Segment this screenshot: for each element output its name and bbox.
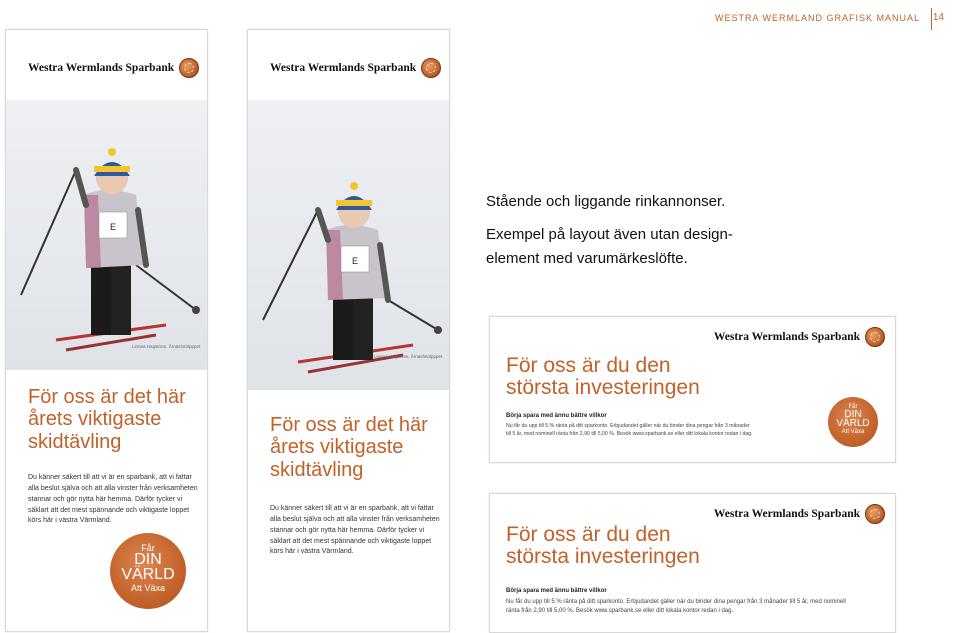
body-line-5: körs här i västra Värmland.	[270, 548, 354, 556]
ad-subheading: Börja spara med ännu bättre villkor	[506, 588, 607, 594]
logo-text: Westra Wermlands Sparbank	[713, 331, 860, 343]
brand-promise-emblem	[110, 533, 186, 609]
seal-icon	[179, 58, 199, 78]
body-line-3: stannar och gör nytta här hemma. Därför tycker vi	[28, 495, 183, 503]
emblem-line-3: VÄRLD	[121, 566, 175, 583]
svg-text:E: E	[351, 256, 359, 266]
emblem-line-4: Att Växa	[841, 429, 865, 435]
body-line-2: ränta från 2,90 till 5,00 %. Besök www.sparbank.se eller ditt lokala kontor redan i dag.	[506, 608, 734, 614]
header-divider	[931, 8, 932, 30]
headline-line-1: För oss är du den	[506, 523, 671, 546]
description-line-3: element med varumärkeslöfte.	[486, 249, 688, 267]
headline-line-3: skidtävling	[270, 458, 364, 481]
emblem-line-4: Att Växa	[130, 583, 166, 593]
headline-line-3: skidtävling	[28, 430, 122, 453]
manual-title: WESTRA WERMLAND GRAFISK MANUAL	[714, 13, 920, 23]
body-line-1: Du känner säkert till att vi är en sparbank, att vi fattar	[28, 474, 192, 481]
body-line-3: stannar och gör nytta här hemma. Därför tycker vi	[270, 526, 425, 534]
ad-subheading: Börja spara med ännu bättre villkor	[506, 413, 607, 419]
page-number: 14	[932, 12, 944, 23]
description-line-1: Stående och liggande rinkannonser.	[486, 193, 726, 210]
headline-line-2: årets viktigaste	[270, 436, 404, 459]
headline-line-1: För oss är det här	[270, 414, 428, 436]
body-line-1: Du känner säkert till att vi är en sparbank, att vi fattar	[270, 505, 434, 512]
skier-photo	[248, 100, 450, 390]
brand-logo	[270, 58, 441, 78]
seal-icon	[421, 58, 441, 78]
photo-caption: Linnea Hagström, Årnäsfotolpppet	[374, 354, 443, 359]
brand-logo	[714, 327, 885, 347]
body-line-1: Nu får du upp till 5 % ränta på ditt sparkonto. Erbjudandet gäller när du binder dina pengar från 3 månader	[506, 423, 750, 429]
logo-text: Westra Wermlands Sparbank	[713, 508, 860, 520]
body-line-2: alla beslut själva och att alla vinster från verksamheten	[28, 484, 198, 492]
skier-illustration	[6, 100, 208, 370]
seal-icon	[865, 327, 885, 347]
brand-logo	[28, 58, 199, 78]
photo-caption: Linnea Hagström, Årnäsfotolpppet	[132, 344, 201, 349]
ad-body-text	[270, 504, 448, 558]
brand-logo	[714, 504, 885, 524]
emblem-line-1: Får	[848, 404, 858, 410]
logo-text: Westra Wermlands Sparbank	[270, 62, 417, 74]
body-line-5: körs här i västra Värmland.	[28, 517, 112, 525]
headline-line-2: årets viktigaste	[28, 408, 162, 431]
ad-headline	[28, 386, 186, 453]
horizontal-ad-plain	[489, 493, 896, 633]
svg-text:E: E	[109, 222, 117, 232]
ad-headline	[506, 524, 700, 568]
ad-body-text	[28, 473, 206, 527]
ad-body-text	[506, 423, 806, 439]
headline-line-1: För oss är det här	[28, 386, 186, 408]
headline-line-2: största investeringen	[506, 545, 700, 569]
ad-body-text	[506, 598, 891, 616]
emblem-line-2: DIN	[844, 409, 862, 420]
body-line-1: Nu får du upp till 5 % ränta på ditt sparkonto. Erbjudandet gäller när du binder dina pengar från 3 månader till 5 år, med nominell	[506, 599, 846, 605]
body-line-2: alla beslut själva och att alla vinster från verksamheten	[270, 515, 440, 523]
vertical-ad-with-emblem	[5, 29, 208, 632]
headline-line-2: största investeringen	[506, 376, 700, 400]
description-line-2: Exempel på layout även utan design-	[486, 226, 733, 244]
seal-icon	[865, 504, 885, 524]
emblem-line-1: Får	[141, 543, 155, 553]
ad-headline	[270, 414, 428, 481]
headline-line-1: För oss är du den	[506, 354, 671, 377]
body-line-4: säklart att det mest spännande och viktigaste loppet	[270, 537, 432, 545]
horizontal-ad-with-emblem	[489, 316, 896, 463]
ad-headline	[506, 355, 700, 399]
vertical-ad-plain	[247, 29, 450, 632]
emblem-line-3: VÄRLD	[836, 418, 870, 429]
logo-text: Westra Wermlands Sparbank	[28, 62, 175, 74]
layout-description	[486, 190, 733, 270]
skier-illustration	[248, 100, 450, 390]
body-line-2: till 5 år, med nominell ränta från 2,90 till 5,00 %. Besök www.sparbank.se eller ditt lokala kontor redan i dag.	[506, 430, 753, 437]
brand-promise-emblem	[828, 397, 878, 447]
emblem-line-2: DIN	[134, 551, 162, 568]
skier-photo	[6, 100, 208, 370]
body-line-4: säklart att det mest spännande och viktigaste loppet	[28, 506, 190, 514]
